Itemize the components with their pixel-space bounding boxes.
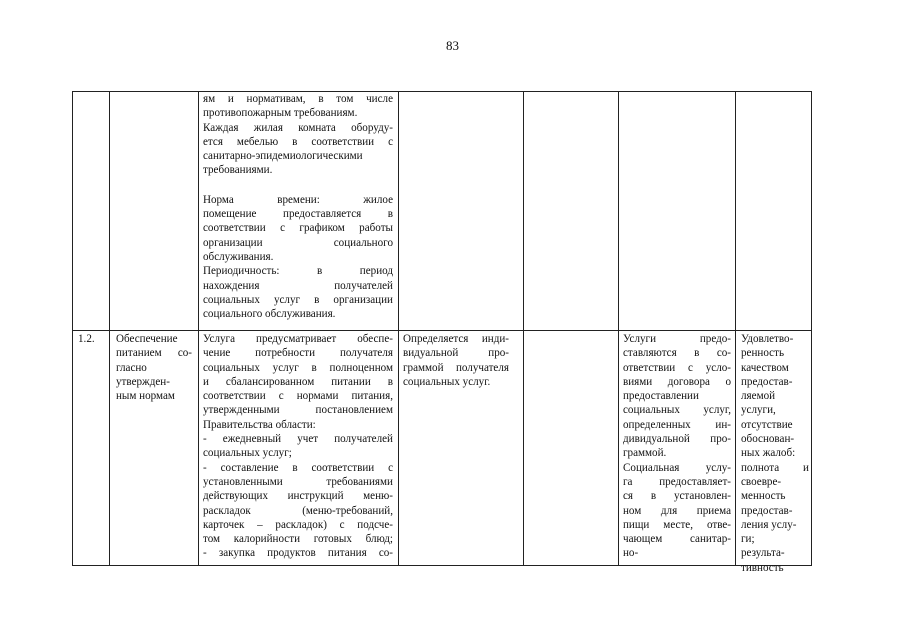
- cell-text-line: соответствии с графиком работы: [203, 222, 393, 235]
- cell-text-line: отсутствие: [741, 418, 793, 431]
- cell-text-line: Норма времени: жилое: [203, 193, 393, 206]
- service-description-continued: [203, 92, 393, 321]
- column-divider: [618, 92, 619, 565]
- cell-text-line: ется мебелью в соответствии с: [203, 135, 393, 148]
- cell-text-line: Каждая жилая комната оборуду-: [203, 121, 393, 134]
- cell-text-line: социального обслуживания.: [203, 308, 336, 321]
- cell-text-line: утвержденными постановлением: [203, 404, 393, 417]
- cell-text-line: дивидуальной про-: [623, 433, 731, 446]
- cell-text-line: результа-: [741, 547, 785, 560]
- cell-text-line: менность: [741, 490, 786, 503]
- cell-text-line: - составление в соответствии с: [203, 461, 393, 474]
- cell-text-line: питанием со-: [116, 347, 192, 360]
- cell-text-line: тивность: [741, 561, 784, 574]
- cell-text-line: чение потребности получателя: [203, 347, 393, 360]
- services-table: [72, 91, 812, 574]
- cell-text-line: гласно: [116, 361, 147, 374]
- cell-text-line: предостав-: [741, 504, 793, 517]
- cell-text-line: Периодичность: в период: [203, 265, 393, 278]
- cell-text-line: граммой получателя: [403, 361, 509, 374]
- cell-text-line: ном для приема: [623, 504, 731, 517]
- cell-text-line: граммой.: [623, 447, 667, 460]
- cell-text-line: обслуживания.: [203, 250, 274, 263]
- cell-text-line: Услуга предусматривает обеспе-: [203, 333, 393, 345]
- cell-text-line: пищи месте, отве-: [623, 518, 731, 531]
- cell-text-line: противопожарным требованиям.: [203, 107, 358, 120]
- row-number: 1.2.: [78, 333, 95, 345]
- cell-text-line: ги;: [741, 533, 755, 546]
- column-divider: [109, 92, 110, 565]
- cell-text-line: соответствии с нормами питания,: [203, 390, 393, 403]
- cell-text-line: Обеспечение: [116, 333, 178, 345]
- cell-text-line: социальных услуг в полноценном: [203, 361, 393, 374]
- cell-text-line: ответствии с усло-: [623, 361, 731, 374]
- cell-text-line: социальных услуг.: [403, 375, 491, 388]
- cell-text-line: социальных услуг;: [203, 447, 292, 460]
- cell-text-line: определенных ин-: [623, 418, 731, 431]
- cell-text-line: социальных услуг в организации: [203, 293, 393, 306]
- cell-text-line: утвержден-: [116, 375, 170, 388]
- cell-text-line: требованиями.: [203, 164, 273, 177]
- cell-text-line: Социальная услу-: [623, 461, 731, 474]
- cell-text-line: том калорийности готовых блюд;: [203, 533, 393, 546]
- cell-text-line: карточек – раскладок) с подсче-: [203, 518, 393, 531]
- quality-indicators: [741, 332, 809, 575]
- column-divider: [198, 92, 199, 565]
- cell-text-line: предостав-: [741, 375, 793, 388]
- cell-text-line: услуги,: [741, 404, 776, 417]
- cell-text-line: предоставлении: [623, 390, 699, 403]
- cell-text-line: ляемой: [741, 390, 776, 403]
- cell-text-line: ся в установлен-: [623, 490, 731, 503]
- cell-text-line: но-: [623, 547, 639, 560]
- service-conditions: [623, 332, 731, 561]
- cell-text-line: видуальной про-: [403, 347, 509, 360]
- cell-text-line: действующих инструкций меню-: [203, 490, 393, 503]
- cell-text-line: установленными требованиями: [203, 475, 393, 488]
- cell-text-line: чающем санитар-: [623, 533, 731, 546]
- cell-text-line: организации социального: [203, 236, 393, 249]
- cell-text-line: обоснован-: [741, 433, 795, 446]
- column-divider: [735, 92, 736, 565]
- cell-text-line: ным нормам: [116, 390, 175, 403]
- cell-text-line: виями договора о: [623, 375, 731, 388]
- cell-text-line: [203, 178, 393, 193]
- cell-text-line: санитарно-эпидемиологическими: [203, 150, 363, 163]
- cell-text-line: ям и нормативам, в том числе: [203, 93, 393, 105]
- cell-text-line: и сбалансированном питании в: [203, 375, 393, 388]
- service-volume: [403, 332, 509, 389]
- cell-text-line: га предоставляет-: [623, 475, 731, 488]
- cell-text-line: своевре-: [741, 475, 782, 488]
- cell-text-line: помещение предоставляется в: [203, 208, 393, 221]
- cell-text-line: социальных услуг,: [623, 404, 731, 417]
- column-divider: [523, 92, 524, 565]
- cell-text-line: ставляются в со-: [623, 347, 731, 360]
- cell-text-line: раскладок (меню-требований,: [203, 504, 393, 517]
- cell-text-line: Услуги предо-: [623, 333, 731, 345]
- cell-text-line: Правительства области:: [203, 418, 316, 431]
- column-divider: [398, 92, 399, 565]
- row-divider: [73, 330, 811, 331]
- cell-text-line: Определяется инди-: [403, 333, 509, 345]
- cell-text-line: полнота и: [741, 461, 809, 474]
- cell-text-line: ренность: [741, 347, 784, 360]
- cell-text-line: - закупка продуктов питания со-: [203, 547, 393, 560]
- page-number: 83: [446, 38, 459, 53]
- cell-text-line: качеством: [741, 361, 789, 374]
- cell-text-line: - ежедневный учет получателей: [203, 433, 393, 446]
- cell-text-line: Удовлетво-: [741, 333, 794, 345]
- cell-text-line: ных жалоб:: [741, 447, 796, 460]
- cell-text-line: ления услу-: [741, 518, 797, 531]
- service-name: [116, 332, 192, 403]
- service-description: [203, 332, 393, 561]
- cell-text-line: нахождения получателей: [203, 279, 393, 292]
